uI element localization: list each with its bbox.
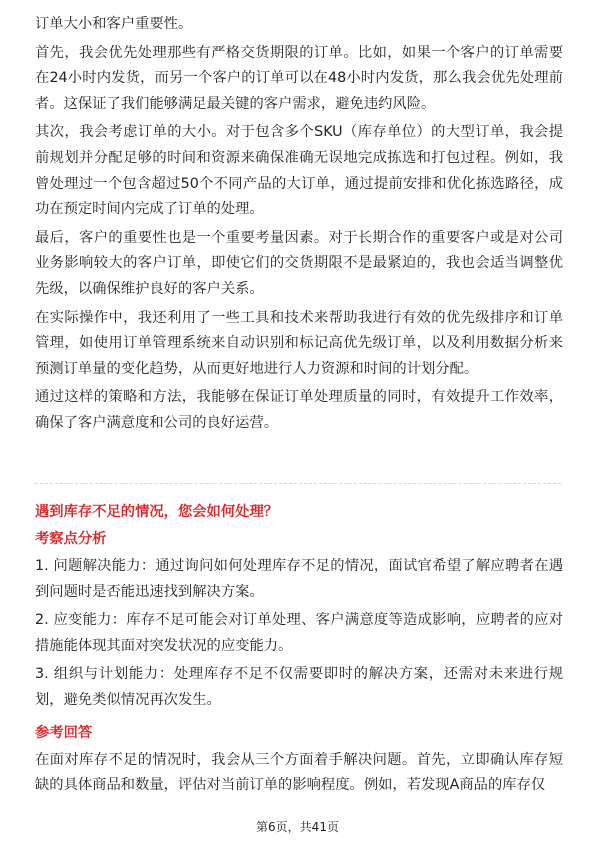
analysis-item: 2. 应变能力：库存不足可能会对订单处理、客户满意度等造成影响，应聘者的应对措施能体现其面对突发状况的应变能力。	[35, 612, 563, 654]
paragraph: 最后，客户的重要性也是一个重要考量因素。对于长期合作的重要客户或是对公司业务影响较大的客户订单，即使它们的交货期限不是最紧迫的，我也会适当调整优先级，以确保维护良好的客户关系。	[35, 229, 563, 297]
answer-heading: 参考回答	[35, 724, 93, 741]
analysis-item: 1. 问题解决能力：通过询问如何处理库存不足的情况，面试官希望了解应聘者在遇到问题时是否能迅速找到解决方案。	[35, 558, 563, 600]
paragraph: 在实际操作中，我还利用了一些工具和技术来帮助我进行有效的优先级排序和订单管理，如使用订单管理系统来自动识别和标记高优先级订单，以及利用数据分析来预测订单量的变化趋势，从而更好地进行人力资源和时间的计划分配。	[35, 309, 563, 377]
paragraph: 订单大小和客户重要性。	[35, 16, 193, 32]
question-section	[35, 500, 563, 802]
paragraph: 通过这样的策略和方法，我能够在保证订单处理质量的同时，有效提升工作效率，确保了客户满意度和公司的良好运营。	[35, 389, 563, 431]
paragraph: 首先，我会优先处理那些有严格交货期限的订单。比如，如果一个客户的订单需要在24小时内发货，而另一个客户的订单可以在48小时内发货，那么我会优先处理前者。这保证了我们能够满足最关键的客户需求，避免违约风险。	[35, 44, 563, 112]
page-number: 第6页，共41页	[256, 820, 339, 834]
paragraph: 其次，我会考虑订单的大小。对于包含多个SKU（库存单位）的大型订单，我会提前规划并分配足够的时间和资源来确保准确无误地完成拣选和打包过程。例如，我曾处理过一个包含超过50个不同产品的大订单，通过提前安排和优化拣选路径，成功在预定时间内完成了订单的处理。	[35, 124, 563, 218]
question-title: 遇到库存不足的情况，您会如何处理？	[35, 504, 279, 520]
answer-paragraph: 在面对库存不足的情况时，我会从三个方面着手解决问题。首先，立即确认库存短缺的具体商品和数量，评估对当前订单的影响程度。例如，若发现A商品的库存仅	[35, 751, 563, 794]
analysis-heading: 考察点分析	[35, 531, 107, 547]
answer-body-previous	[35, 12, 563, 440]
section-divider	[35, 483, 561, 484]
analysis-item: 3. 组织与计划能力：处理库存不足不仅需要即时的解决方案，还需对未来进行规划，避免类似情况再次发生。	[35, 666, 563, 708]
